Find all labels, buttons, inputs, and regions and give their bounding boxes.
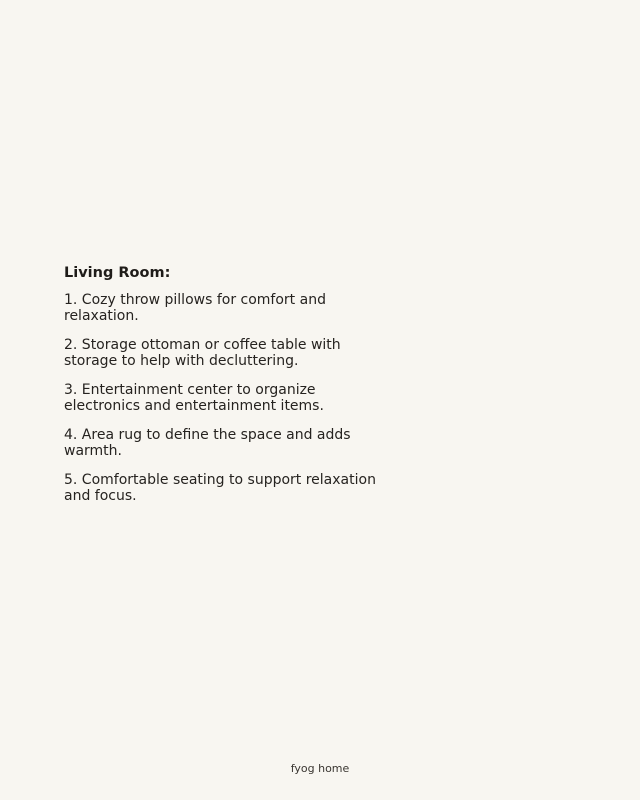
living-room-list-section xyxy=(64,263,384,518)
list-item: 4. Area rug to define the space and adds warmth. xyxy=(64,427,351,459)
list-item: 1. Cozy throw pillows for comfort and relaxation. xyxy=(64,292,326,324)
list-item: 2. Storage ottoman or coffee table with storage to help with decluttering. xyxy=(64,337,341,369)
section-heading: Living Room: xyxy=(64,265,171,281)
list-item: 5. Comfortable seating to support relaxation and focus. xyxy=(64,472,376,504)
brand-footer: fyog home xyxy=(290,762,350,775)
list-item: 3. Entertainment center to organize electronics and entertainment items. xyxy=(64,382,324,414)
